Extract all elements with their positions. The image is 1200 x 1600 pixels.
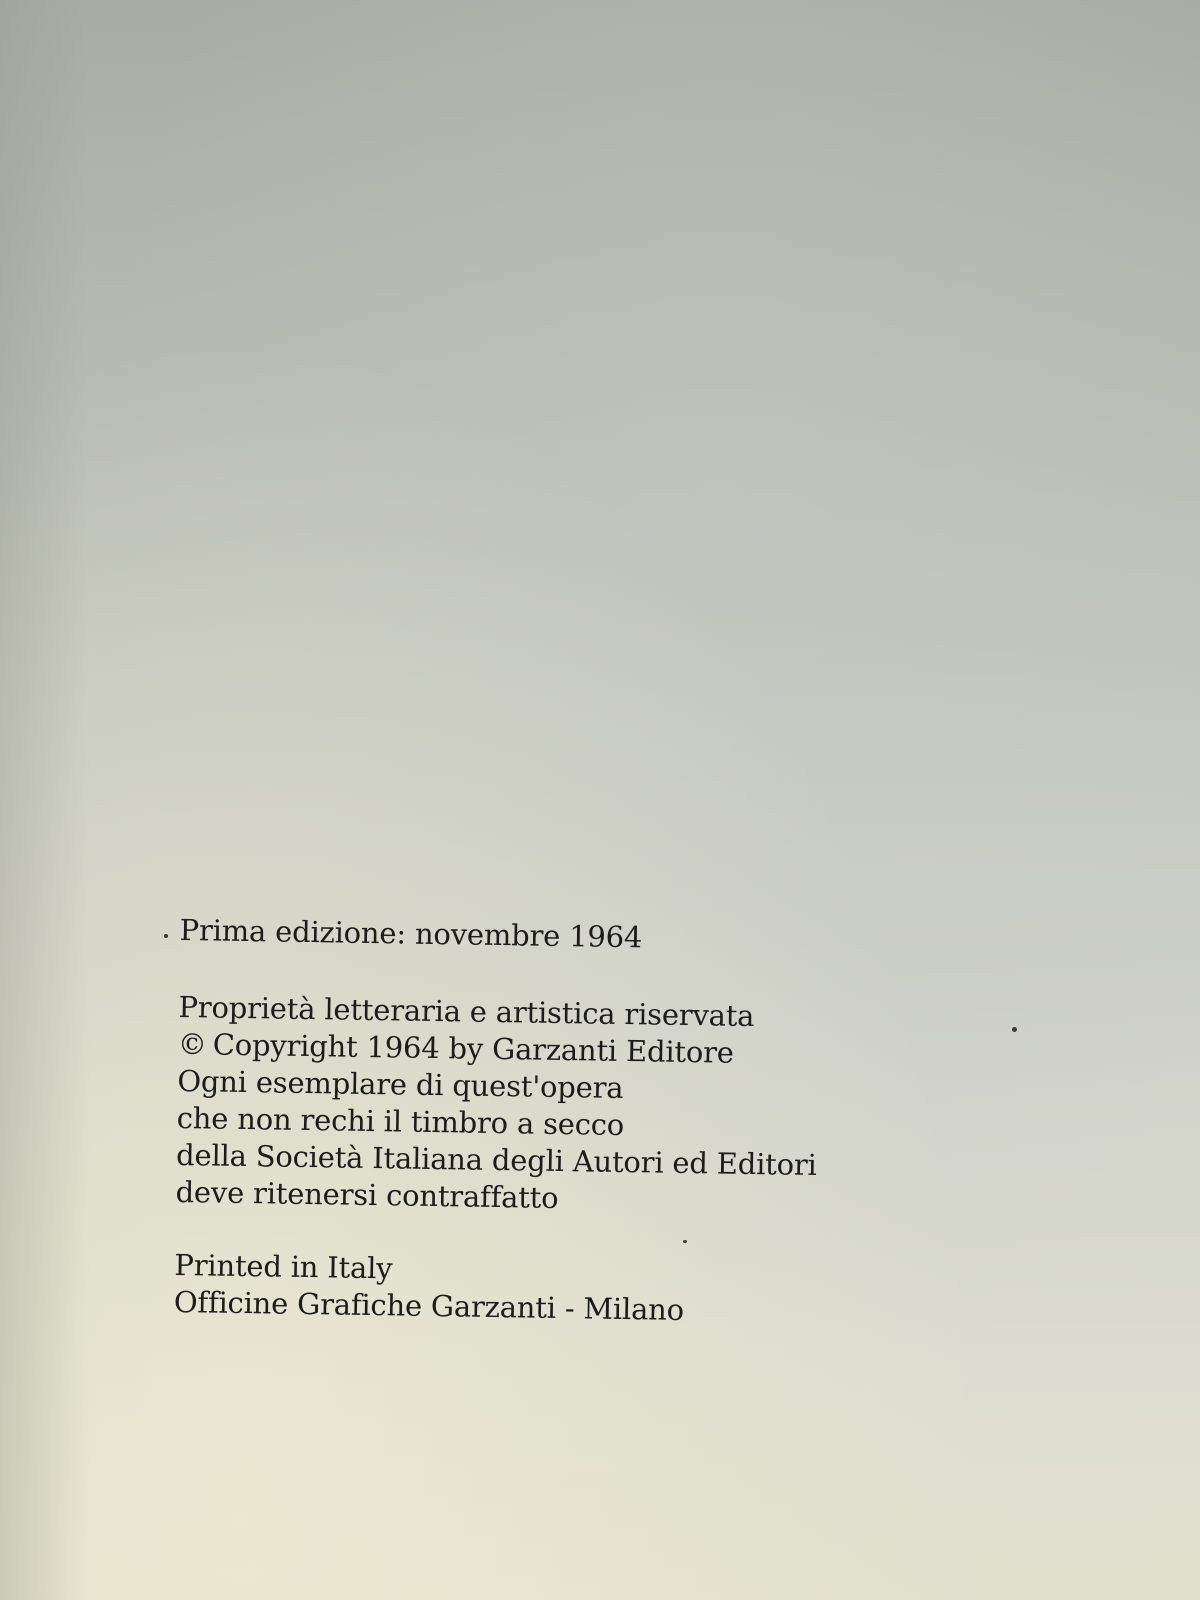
printer-block [174,1247,995,1334]
printed-in-line: Printed in Italy [174,1247,393,1286]
printer-name-line: Officine Grafiche Garzanti - Milano [173,1284,685,1327]
copyright-icon: © [177,1026,208,1062]
rights-block [175,989,998,1224]
rights-line: Proprietà letteraria e artistica riservata [178,989,755,1034]
rights-line: Ogni esemplare di quest'opera [177,1063,624,1105]
rights-line: che non rechi il timbro a secco [176,1100,625,1142]
copyright-text: Copyright 1964 by Garzanti Editore [212,1027,735,1070]
paper-speck [164,934,168,938]
rights-line: deve ritenersi contraffatto [175,1174,559,1215]
imprint-block [173,912,1000,1370]
edition-line: Prima edizione: novembre 1964 [179,912,643,955]
paper-speck [683,1240,687,1243]
page-shadow [0,0,90,1600]
paper-speck [1012,1027,1017,1032]
rights-line: della Società Italiana degli Autori ed Editori [175,1137,817,1183]
